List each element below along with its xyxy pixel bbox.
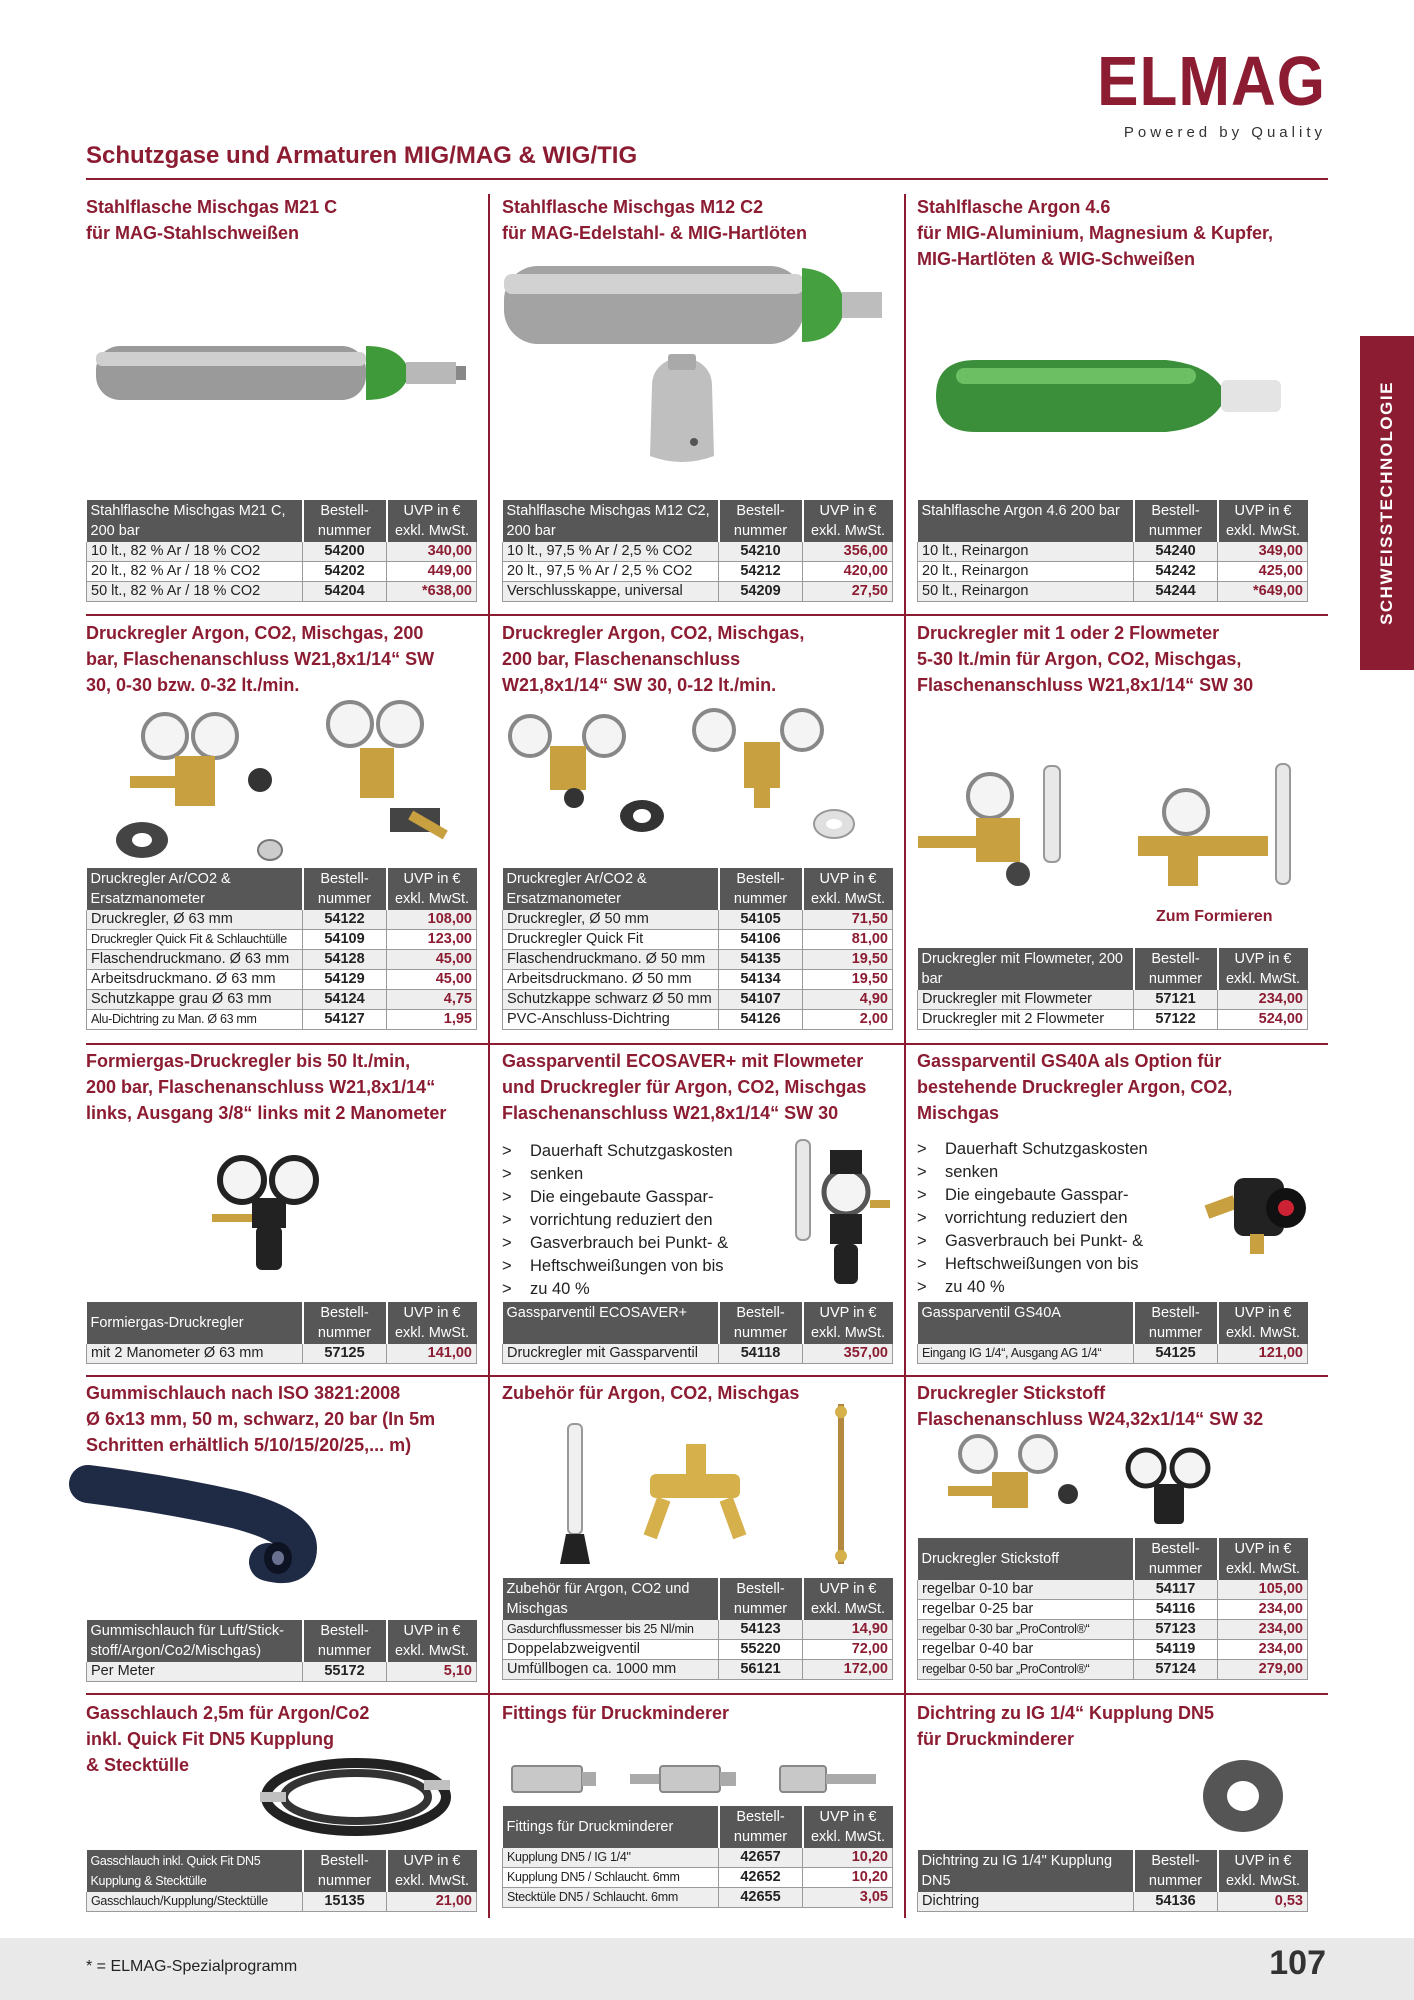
row-order-no: 54125 <box>1134 1344 1218 1364</box>
row-desc: Per Meter <box>87 1662 303 1682</box>
price-table <box>502 500 893 602</box>
feature-item: > Gasverbrauch bei Punkt- & <box>502 1232 733 1255</box>
row-price: 234,00 <box>1218 990 1308 1010</box>
product-cell <box>917 194 1307 272</box>
column-divider <box>488 194 490 1918</box>
table-row <box>503 950 893 970</box>
row-desc: Stecktüle DN5 / Schlaucht. 6mm <box>503 1888 719 1908</box>
row-desc: Schutzkappe schwarz Ø 50 mm <box>503 990 719 1010</box>
row-order-no: 56121 <box>719 1660 803 1680</box>
row-divider <box>86 1693 1328 1695</box>
row-desc: 20 lt., 97,5 % Ar / 2,5 % CO2 <box>503 562 719 582</box>
product-heading: Fittings für Druckminderer <box>502 1703 730 1723</box>
row-desc: Alu-Dichtring zu Man. Ø 63 mm <box>87 1010 303 1030</box>
row-desc: Druckregler, Ø 63 mm <box>87 910 303 930</box>
row-price: 1,95 <box>387 1010 477 1030</box>
section-tab <box>1360 336 1414 670</box>
feature-item: > Dauerhaft Schutzgaskosten <box>502 1140 733 1163</box>
table-head-product: Stahlflasche Argon 4.6 200 bar <box>918 500 1134 542</box>
gas-cylinder-image <box>96 342 471 404</box>
row-desc: regelbar 0-10 bar <box>918 1580 1134 1600</box>
feature-item: > senken <box>917 1161 1148 1184</box>
table-head-product: Zubehör für Argon, CO2 und Mischgas <box>503 1578 719 1620</box>
table-row <box>503 582 893 602</box>
row-order-no: 54116 <box>1134 1600 1218 1620</box>
row-price: 4,90 <box>803 990 893 1010</box>
table-head-product: Druckregler Ar/CO2 & Ersatzmanometer <box>87 868 303 910</box>
row-price: 234,00 <box>1218 1600 1308 1620</box>
row-desc: Gasdurchflussmesser bis 25 Nl/min <box>503 1620 719 1640</box>
table-row <box>918 1010 1308 1030</box>
row-price: 234,00 <box>1218 1640 1308 1660</box>
product-heading: Gassparventil ECOSAVER+ mit Flowmeter und Druckregler für Argon, CO2, Mischgas Flaschenanschluss W21,8x1/14“ SW 30 <box>502 1051 867 1123</box>
row-price: 27,50 <box>803 582 893 602</box>
brand-tagline: Powered by Quality <box>1123 124 1326 141</box>
table-row <box>503 990 893 1010</box>
feature-item: > zu 40 % <box>917 1276 1148 1299</box>
price-table <box>917 1538 1308 1680</box>
row-desc: regelbar 0-40 bar <box>918 1640 1134 1660</box>
row-price: 45,00 <box>387 970 477 990</box>
row-order-no: 54244 <box>1134 582 1218 602</box>
table-row <box>87 562 477 582</box>
pressure-regulator-image <box>504 706 884 856</box>
table-row <box>87 970 477 990</box>
row-desc: 50 lt., 82 % Ar / 18 % CO2 <box>87 582 303 602</box>
row-order-no: 55220 <box>719 1640 803 1660</box>
product-cell <box>917 620 1307 698</box>
row-order-no: 54136 <box>1134 1892 1218 1912</box>
row-desc: Kupplung DN5 / Schlaucht. 6mm <box>503 1868 719 1888</box>
product-heading: Druckregler Stickstoff Flaschenanschluss W24,32x1/14“ SW 32 <box>917 1383 1264 1429</box>
row-price: 279,00 <box>1218 1660 1308 1680</box>
row-order-no: 54242 <box>1134 562 1218 582</box>
row-desc: mit 2 Manometer Ø 63 mm <box>87 1344 303 1364</box>
product-heading: Druckregler Argon, CO2, Mischgas, 200 bar, Flaschenanschluss W21,8x1/14“ SW 30, 0-30 bzw. 0-32 lt./min. <box>86 623 435 695</box>
page-title: Schutzgase und Armaturen MIG/MAG & WIG/TIG <box>86 142 638 169</box>
table-row <box>87 542 477 562</box>
table-row <box>87 1010 477 1030</box>
row-desc: 20 lt., 82 % Ar / 18 % CO2 <box>87 562 303 582</box>
feature-item: > vorrichtung reduziert den <box>917 1207 1148 1230</box>
table-head-order-no: Bestell-nummer <box>303 868 387 910</box>
row-price: 234,00 <box>1218 1620 1308 1640</box>
row-order-no: 54204 <box>303 582 387 602</box>
table-head-order-no: Bestell-nummer <box>1134 948 1218 990</box>
row-desc: 50 lt., Reinargon <box>918 582 1134 602</box>
brand-name: ELMAG <box>1097 43 1326 121</box>
row-order-no: 54240 <box>1134 542 1218 562</box>
row-order-no: 54107 <box>719 990 803 1010</box>
product-cell <box>917 1048 1307 1126</box>
table-row <box>87 1662 477 1682</box>
row-price: *649,00 <box>1218 582 1308 602</box>
row-desc: Druckregler, Ø 50 mm <box>503 910 719 930</box>
row-desc: Druckregler mit 2 Flowmeter <box>918 1010 1134 1030</box>
table-row <box>503 1640 893 1660</box>
table-row <box>87 1892 477 1912</box>
row-desc: Druckregler mit Gassparventil <box>503 1344 719 1364</box>
table-head-product: Stahlflasche Mischgas M21 C, 200 bar <box>87 500 303 542</box>
table-head-product: Formiergas-Druckregler <box>87 1302 303 1344</box>
table-row <box>918 1600 1308 1620</box>
row-order-no: 54124 <box>303 990 387 1010</box>
row-price: 4,75 <box>387 990 477 1010</box>
product-heading: Stahlflasche Argon 4.6 für MIG-Aluminium, Magnesium & Kupfer, MIG-Hartlöten & WIG-Schweißen <box>917 197 1274 269</box>
product-heading: Gasschlauch 2,5m für Argon/Co2 inkl. Quick Fit DN5 Kupplung & Stecktülle <box>86 1703 370 1775</box>
price-table <box>86 1302 477 1364</box>
gas-cylinder-image <box>936 356 1306 436</box>
row-price: *638,00 <box>387 582 477 602</box>
row-order-no: 54202 <box>303 562 387 582</box>
brand-logo <box>1097 43 1326 141</box>
row-price: 172,00 <box>803 1660 893 1680</box>
product-heading: Formiergas-Druckregler bis 50 lt./min, 200 bar, Flaschenanschluss W21,8x1/14“ links, Ausgang 3/8“ links mit 2 Manometer <box>86 1051 447 1123</box>
table-row <box>918 1640 1308 1660</box>
sealing-ring-image <box>1198 1756 1288 1836</box>
row-order-no: 54109 <box>303 930 387 950</box>
table-head-price: UVP in € exkl. MwSt. <box>387 1620 477 1662</box>
product-heading: Druckregler Argon, CO2, Mischgas, 200 bar, Flaschenanschluss W21,8x1/14“ SW 30, 0-12 lt./min. <box>502 623 805 695</box>
feature-item: > vorrichtung reduziert den <box>502 1209 733 1232</box>
row-desc: Flaschendruckmano. Ø 50 mm <box>503 950 719 970</box>
table-row <box>87 582 477 602</box>
table-row <box>503 562 893 582</box>
row-order-no: 54135 <box>719 950 803 970</box>
table-row <box>918 562 1308 582</box>
table-head-product: Gummischlauch für Luft/Stick-stoff/Argon/Co2/Mischgas) <box>87 1620 303 1662</box>
row-desc: Schutzkappe grau Ø 63 mm <box>87 990 303 1010</box>
row-price: 121,00 <box>1218 1344 1308 1364</box>
table-head-order-no: Bestell-nummer <box>719 1806 803 1848</box>
forming-note: Zum Formieren <box>1156 908 1273 925</box>
product-cell <box>502 1048 892 1126</box>
price-table <box>917 1302 1308 1364</box>
product-cell <box>86 1048 476 1126</box>
row-price: 108,00 <box>387 910 477 930</box>
row-price: 0,53 <box>1218 1892 1308 1912</box>
table-row <box>87 910 477 930</box>
table-head-price: UVP in € exkl. MwSt. <box>803 1302 893 1344</box>
table-head-product: Gasschlauch inkl. Quick Fit DN5 Kupplung & Stecktülle <box>87 1850 303 1892</box>
product-cell <box>502 194 892 246</box>
gas-cylinder-image <box>502 266 892 476</box>
row-order-no: 54106 <box>719 930 803 950</box>
row-desc: Flaschendruckmano. Ø 63 mm <box>87 950 303 970</box>
feature-item: > senken <box>502 1163 733 1186</box>
table-head-product: Stahlflasche Mischgas M12 C2, 200 bar <box>503 500 719 542</box>
product-heading: Druckregler mit 1 oder 2 Flowmeter 5-30 lt./min für Argon, CO2, Mischgas, Flaschenanschluss W21,8x1/14“ SW 30 <box>917 623 1254 695</box>
row-desc: Arbeitsdruckmano. Ø 50 mm <box>503 970 719 990</box>
feature-item: > zu 40 % <box>502 1278 733 1301</box>
table-head-price: UVP in € exkl. MwSt. <box>387 1850 477 1892</box>
accessories-image <box>550 1404 880 1574</box>
table-head-product: Druckregler mit Flowmeter, 200 bar <box>918 948 1134 990</box>
row-price: 425,00 <box>1218 562 1308 582</box>
row-price: 141,00 <box>387 1344 477 1364</box>
row-order-no: 54105 <box>719 910 803 930</box>
table-row <box>503 1848 893 1868</box>
row-order-no: 54200 <box>303 542 387 562</box>
table-head-product: Druckregler Ar/CO2 & Ersatzmanometer <box>503 868 719 910</box>
table-row <box>918 1660 1308 1680</box>
row-order-no: 54212 <box>719 562 803 582</box>
product-cell <box>917 1700 1307 1752</box>
product-cell <box>502 1700 892 1726</box>
fittings-image <box>510 1762 890 1796</box>
table-head-product: Druckregler Stickstoff <box>918 1538 1134 1580</box>
row-order-no: 42657 <box>719 1848 803 1868</box>
row-desc: Eingang IG 1/4“, Ausgang AG 1/4“ <box>918 1344 1134 1364</box>
table-row <box>918 1580 1308 1600</box>
product-cell <box>917 1380 1307 1432</box>
feature-item: > Heftschweißungen von bis <box>917 1253 1148 1276</box>
row-desc: PVC-Anschluss-Dichtring <box>503 1010 719 1030</box>
table-head-price: UVP in € exkl. MwSt. <box>803 500 893 542</box>
table-row <box>503 970 893 990</box>
price-table <box>86 500 477 602</box>
price-table <box>502 1806 893 1908</box>
row-desc: 10 lt., 97,5 % Ar / 2,5 % CO2 <box>503 542 719 562</box>
table-head-price: UVP in € exkl. MwSt. <box>387 500 477 542</box>
table-row <box>87 1344 477 1364</box>
forming-gas-regulator-image <box>212 1154 322 1274</box>
product-heading: Gassparventil GS40A als Option für bestehende Druckregler Argon, CO2, Mischgas <box>917 1051 1233 1123</box>
row-desc: regelbar 0-25 bar <box>918 1600 1134 1620</box>
row-desc: Gasschlauch/Kupplung/Stecktülle <box>87 1892 303 1912</box>
table-row <box>503 1344 893 1364</box>
table-row <box>503 1660 893 1680</box>
row-order-no: 57125 <box>303 1344 387 1364</box>
table-row <box>503 1010 893 1030</box>
row-desc: 20 lt., Reinargon <box>918 562 1134 582</box>
table-row <box>503 1868 893 1888</box>
title-rule <box>86 178 1328 180</box>
feature-item: > Gasverbrauch bei Punkt- & <box>917 1230 1148 1253</box>
product-heading: Stahlflasche Mischgas M12 C2 für MAG-Edelstahl- & MIG-Hartlöten <box>502 197 807 243</box>
row-price: 349,00 <box>1218 542 1308 562</box>
pressure-regulator-image <box>110 700 460 870</box>
row-desc: Umfüllbogen ca. 1000 mm <box>503 1660 719 1680</box>
row-price: 81,00 <box>803 930 893 950</box>
row-price: 2,00 <box>803 1010 893 1030</box>
table-row <box>918 582 1308 602</box>
table-head-order-no: Bestell-nummer <box>303 1850 387 1892</box>
feature-item: > Die eingebaute Gasspar- <box>917 1184 1148 1207</box>
row-desc: 10 lt., 82 % Ar / 18 % CO2 <box>87 542 303 562</box>
row-order-no: 54209 <box>719 582 803 602</box>
column-divider <box>904 194 906 1918</box>
row-desc: Arbeitsdruckmano. Ø 63 mm <box>87 970 303 990</box>
row-desc: Doppelabzweigventil <box>503 1640 719 1660</box>
gas-saver-valve-image <box>1206 1160 1316 1260</box>
row-price: 105,00 <box>1218 1580 1308 1600</box>
row-price: 19,50 <box>803 950 893 970</box>
table-head-price: UVP in € exkl. MwSt. <box>1218 1538 1308 1580</box>
price-table <box>86 1620 477 1682</box>
row-desc: 10 lt., Reinargon <box>918 542 1134 562</box>
row-order-no: 15135 <box>303 1892 387 1912</box>
row-order-no: 54122 <box>303 910 387 930</box>
product-cell <box>86 194 476 246</box>
table-head-price: UVP in € exkl. MwSt. <box>803 1806 893 1848</box>
row-order-no: 57122 <box>1134 1010 1218 1030</box>
table-row <box>503 1620 893 1640</box>
row-order-no: 54126 <box>719 1010 803 1030</box>
row-price: 21,00 <box>387 1892 477 1912</box>
table-row <box>918 1892 1308 1912</box>
row-order-no: 54123 <box>719 1620 803 1640</box>
table-row <box>918 990 1308 1010</box>
table-head-price: UVP in € exkl. MwSt. <box>387 868 477 910</box>
feature-item: > Die eingebaute Gasspar- <box>502 1186 733 1209</box>
row-divider <box>86 1043 1328 1045</box>
feature-item: > Dauerhaft Schutzgaskosten <box>917 1138 1148 1161</box>
row-order-no: 54118 <box>719 1344 803 1364</box>
row-price: 45,00 <box>387 950 477 970</box>
table-head-price: UVP in € exkl. MwSt. <box>803 1578 893 1620</box>
price-table <box>502 1302 893 1364</box>
table-head-order-no: Bestell-nummer <box>1134 1302 1218 1344</box>
table-head-price: UVP in € exkl. MwSt. <box>1218 1850 1308 1892</box>
rubber-hose-image <box>88 1470 318 1580</box>
row-price: 420,00 <box>803 562 893 582</box>
table-row <box>503 1888 893 1908</box>
row-order-no: 54134 <box>719 970 803 990</box>
row-price: 72,00 <box>803 1640 893 1660</box>
row-price: 3,05 <box>803 1888 893 1908</box>
gas-hose-image <box>256 1752 456 1842</box>
product-heading: Gummischlauch nach ISO 3821:2008 Ø 6x13 mm, 50 m, schwarz, 20 bar (In 5m Schritten erhältlich 5/10/15/20/25,... m) <box>86 1383 436 1455</box>
price-table <box>502 868 893 1030</box>
table-head-price: UVP in € exkl. MwSt. <box>1218 948 1308 990</box>
row-order-no: 57123 <box>1134 1620 1218 1640</box>
row-order-no: 54117 <box>1134 1580 1218 1600</box>
table-head-order-no: Bestell-nummer <box>1134 1538 1218 1580</box>
row-divider <box>86 614 1328 616</box>
row-price: 71,50 <box>803 910 893 930</box>
row-order-no: 54129 <box>303 970 387 990</box>
price-table <box>917 948 1308 1030</box>
table-row <box>918 1620 1308 1640</box>
table-row <box>87 950 477 970</box>
table-head-price: UVP in € exkl. MwSt. <box>1218 1302 1308 1344</box>
product-heading: Stahlflasche Mischgas M21 C für MAG-Stahlschweißen <box>86 197 338 243</box>
row-price: 524,00 <box>1218 1010 1308 1030</box>
price-table <box>86 1850 477 1912</box>
product-heading: Dichtring zu IG 1/4“ Kupplung DN5 für Druckminderer <box>917 1703 1214 1749</box>
footnote: * = ELMAG-Spezialprogramm <box>86 1958 298 1975</box>
table-head-order-no: Bestell-nummer <box>719 1578 803 1620</box>
table-row <box>503 930 893 950</box>
table-head-price: UVP in € exkl. MwSt. <box>1218 500 1308 542</box>
section-tab-label: SCHWEISSTECHNOLOGIE <box>1377 381 1396 625</box>
row-desc: Verschlusskappe, universal <box>503 582 719 602</box>
table-head-order-no: Bestell-nummer <box>719 1302 803 1344</box>
table-head-order-no: Bestell-nummer <box>1134 1850 1218 1892</box>
row-order-no: 55172 <box>303 1662 387 1682</box>
table-row <box>87 990 477 1010</box>
row-price: 10,20 <box>803 1868 893 1888</box>
row-order-no: 54128 <box>303 950 387 970</box>
feature-item: > Heftschweißungen von bis <box>502 1255 733 1278</box>
price-table <box>917 500 1308 602</box>
row-price: 356,00 <box>803 542 893 562</box>
table-head-order-no: Bestell-nummer <box>1134 500 1218 542</box>
row-order-no: 54119 <box>1134 1640 1218 1660</box>
product-heading: Zubehör für Argon, CO2, Mischgas <box>502 1383 800 1403</box>
row-price: 14,90 <box>803 1620 893 1640</box>
row-price: 19,50 <box>803 970 893 990</box>
table-row <box>503 542 893 562</box>
table-head-price: UVP in € exkl. MwSt. <box>387 1302 477 1344</box>
flowmeter-regulator-image <box>918 756 1308 906</box>
table-head-order-no: Bestell-nummer <box>719 500 803 542</box>
page-number: 107 <box>1269 1944 1326 1982</box>
price-table <box>917 1850 1308 1912</box>
row-order-no: 42655 <box>719 1888 803 1908</box>
row-price: 123,00 <box>387 930 477 950</box>
table-head-order-no: Bestell-nummer <box>303 1620 387 1662</box>
row-desc: Kupplung DN5 / IG 1/4" <box>503 1848 719 1868</box>
table-head-order-no: Bestell-nummer <box>719 868 803 910</box>
ecosaver-image <box>790 1140 890 1290</box>
row-order-no: 42652 <box>719 1868 803 1888</box>
price-table <box>86 868 477 1030</box>
row-order-no: 54127 <box>303 1010 387 1030</box>
row-price: 449,00 <box>387 562 477 582</box>
product-cell <box>86 1380 476 1458</box>
table-row <box>503 910 893 930</box>
row-order-no: 57121 <box>1134 990 1218 1010</box>
table-head-order-no: Bestell-nummer <box>303 500 387 542</box>
row-desc: Dichtring <box>918 1892 1134 1912</box>
table-head-order-no: Bestell-nummer <box>303 1302 387 1344</box>
row-desc: regelbar 0-30 bar „ProControl®“ <box>918 1620 1134 1640</box>
row-desc: regelbar 0-50 bar „ProControl®“ <box>918 1660 1134 1680</box>
table-head-product: Fittings für Druckminderer <box>503 1806 719 1848</box>
row-price: 340,00 <box>387 542 477 562</box>
table-head-product: Gassparventil ECOSAVER+ <box>503 1302 719 1344</box>
table-head-product: Gassparventil GS40A <box>918 1302 1134 1344</box>
row-desc: Druckregler Quick Fit & Schlauchtülle <box>87 930 303 950</box>
row-order-no: 57124 <box>1134 1660 1218 1680</box>
row-price: 357,00 <box>803 1344 893 1364</box>
row-price: 10,20 <box>803 1848 893 1868</box>
product-cell <box>502 1380 892 1406</box>
row-price: 5,10 <box>387 1662 477 1682</box>
nitrogen-regulator-image <box>948 1432 1308 1532</box>
price-table <box>502 1578 893 1680</box>
product-cell <box>502 620 892 698</box>
table-row <box>87 930 477 950</box>
table-head-product: Dichtring zu IG 1/4" Kupplung DN5 <box>918 1850 1134 1892</box>
row-desc: Druckregler mit Flowmeter <box>918 990 1134 1010</box>
row-divider <box>86 1375 1328 1377</box>
table-row <box>918 542 1308 562</box>
table-row <box>918 1344 1308 1364</box>
product-cell <box>86 620 476 698</box>
row-desc: Druckregler Quick Fit <box>503 930 719 950</box>
feature-list <box>917 1138 1148 1299</box>
table-head-price: UVP in € exkl. MwSt. <box>803 868 893 910</box>
feature-list <box>502 1140 733 1301</box>
row-order-no: 54210 <box>719 542 803 562</box>
